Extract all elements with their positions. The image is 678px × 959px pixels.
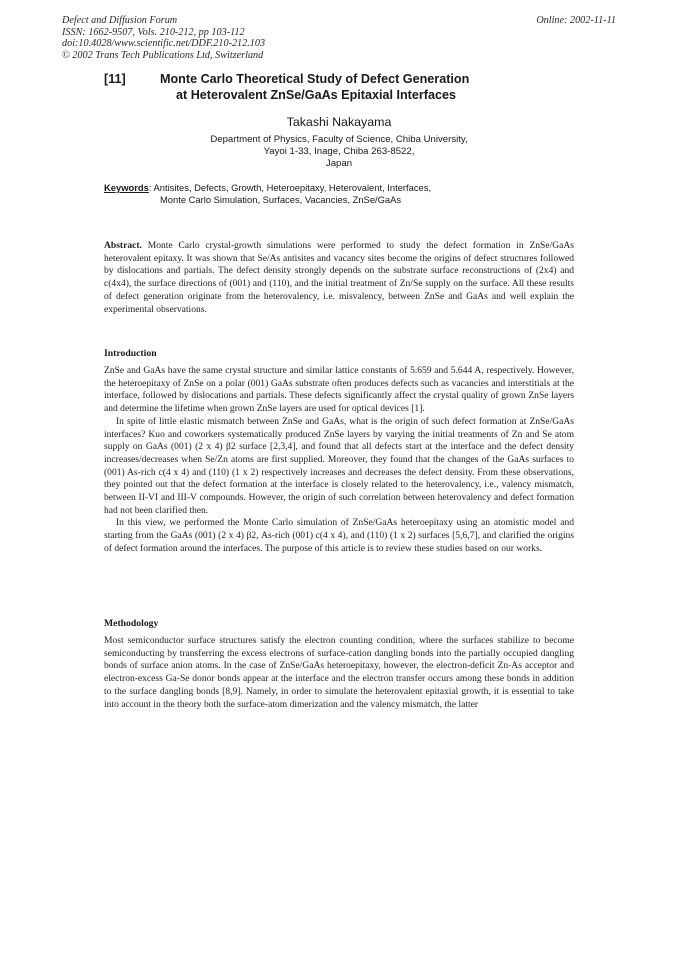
methodology-paragraph-1: Most semiconductor surface structures satisfy the electron counting condition, where the surfaces stabilize to become semiconducting by transferring the excess electrons of surface-cation dangling bonds into the partially occupied dangling bonds of surface anion atoms. In the case of ZnSe/GaAs heteroepitaxy, however, the electron-deficit Zn-As acceptor and electron-excess Ga-Se donor bonds appear at the interface and the electron transfer occurs among these bonds in addition to the surface dangling bonds [8,9]. Namely, in order to simulate the heterovalent epitaxial growth, it is essential to take into account in the theory both the surface-atom dimerization and the valency mismatch, the latter: [104, 635, 574, 710]
abstract: [104, 240, 574, 316]
title-line-1: Monte Carlo Theoretical Study of Defect Generation: [160, 72, 470, 86]
abstract-label: Abstract.: [104, 240, 142, 251]
journal-header: [62, 15, 265, 61]
methodology-body: [104, 635, 574, 711]
introduction-body: [104, 365, 574, 556]
affiliation-line-3: Japan: [325, 157, 353, 169]
intro-paragraph-3: In this view, we performed the Monte Carlo simulation of ZnSe/GaAs heteroepitaxy using an atomistic model and starting from the GaAs (001) (2 x 4) β2, As-rich (001) c(4 x 4), and (110) (1 x 2) surfaces [5,6,7], and clarified the origins of defect formation around the interfaces. The purpose of this article is to review these studies based on our works.: [104, 517, 574, 554]
title-line-2: at Heterovalent ZnSe/GaAs Epitaxial Interfaces: [176, 88, 456, 102]
affiliation-line-2: Yayoi 1-33, Inage, Chiba 263-8522,: [263, 145, 415, 157]
methodology-heading: Methodology: [104, 618, 159, 629]
keywords-line-1: Antisites, Defects, Growth, Heteroepitaxy, Heterovalent, Interfaces,: [153, 182, 432, 193]
online-date: Online: 2002-11-11: [536, 15, 616, 26]
abstract-text: Monte Carlo crystal-growth simulations were performed to study the defect formation in ZnSe/GaAs heterovalent epitaxy. It was shown that Se/As antisites and vacancy sites become the origins of defect structures followed by dislocations and partials. The defect density strongly depends on the substrate surface reconstructions of (2x4) and c(4x4), the surface directions of (001) and (110), and the initial treatment of Zn/Se supply on the surface. All these results of defect generation originate from the heterovalency, i.e. misvalency, between ZnSe and GaAs and well explain the experimental observations.: [104, 240, 574, 315]
paper-number: [11]: [104, 72, 126, 86]
intro-paragraph-1: ZnSe and GaAs have the same crystal structure and similar lattice constants of 5.659 and 5.644 A, respectively. However, the heteroepitaxy of ZnSe on a polar (001) GaAs substrate often produces defects such as vacancies and interstitials at the interface, followed by dislocations and partials. These defects significantly affect the crystal quality of grown ZnSe layers and determine the lifetime when grown ZnSe layers are used for optical devices [1].: [104, 365, 574, 415]
copyright-line: © 2002 Trans Tech Publications Ltd, Switzerland: [62, 49, 264, 61]
affiliation: [0, 134, 678, 169]
affiliation-line-1: Department of Physics, Faculty of Science, Chiba University,: [210, 134, 468, 145]
doi-line: doi:10.4028/www.scientific.net/DDF.210-212.103: [62, 38, 266, 50]
intro-paragraph-2: In spite of little elastic mismatch between ZnSe and GaAs, what is the origin of such defect formation at ZnSe/GaAs interfaces? Kuo and coworkers systematically produced ZnSe layers by varying the initial treatments of Zn and Se atom supply on GaAs (001) (2 x 4) β2 surface [2,3,4], and found that all defects start at the interface and the defect density increases/decreases when Se/Zn atoms are first supplied. Moreover, they found that the changes of the GaAs surfaces to (001) As-rich c(4 x 4) and (110) (1 x 2) respectively increases and decreases the defect density. From these observations, they pointed out that the defect formation at the interface is closely related to the heterovalency, i.e., valency mismatch, between II-VI and III-V compounds. However, the origin of such correlation between heterovalency and defect formation had not been clarified then.: [104, 415, 574, 516]
keywords-line-2: Monte Carlo Simulation, Surfaces, Vacancies, ZnSe/GaAs: [160, 193, 402, 205]
keywords-label: Keywords: [104, 182, 149, 193]
issn-line: ISSN: 1662-9507, Vols. 210-212, pp 103-112: [62, 26, 245, 38]
paper-title: [160, 71, 520, 103]
keywords: Keywords: Antisites, Defects, Growth, Heteroepitaxy, Heterovalent, Interfaces, Monte Carlo Simulation, Surfaces, Vacancies, ZnSe/GaAs: [104, 182, 432, 205]
journal-name: Defect and Diffusion Forum: [62, 15, 178, 26]
author-name: Takashi Nakayama: [286, 115, 392, 129]
introduction-heading: Introduction: [104, 348, 157, 359]
